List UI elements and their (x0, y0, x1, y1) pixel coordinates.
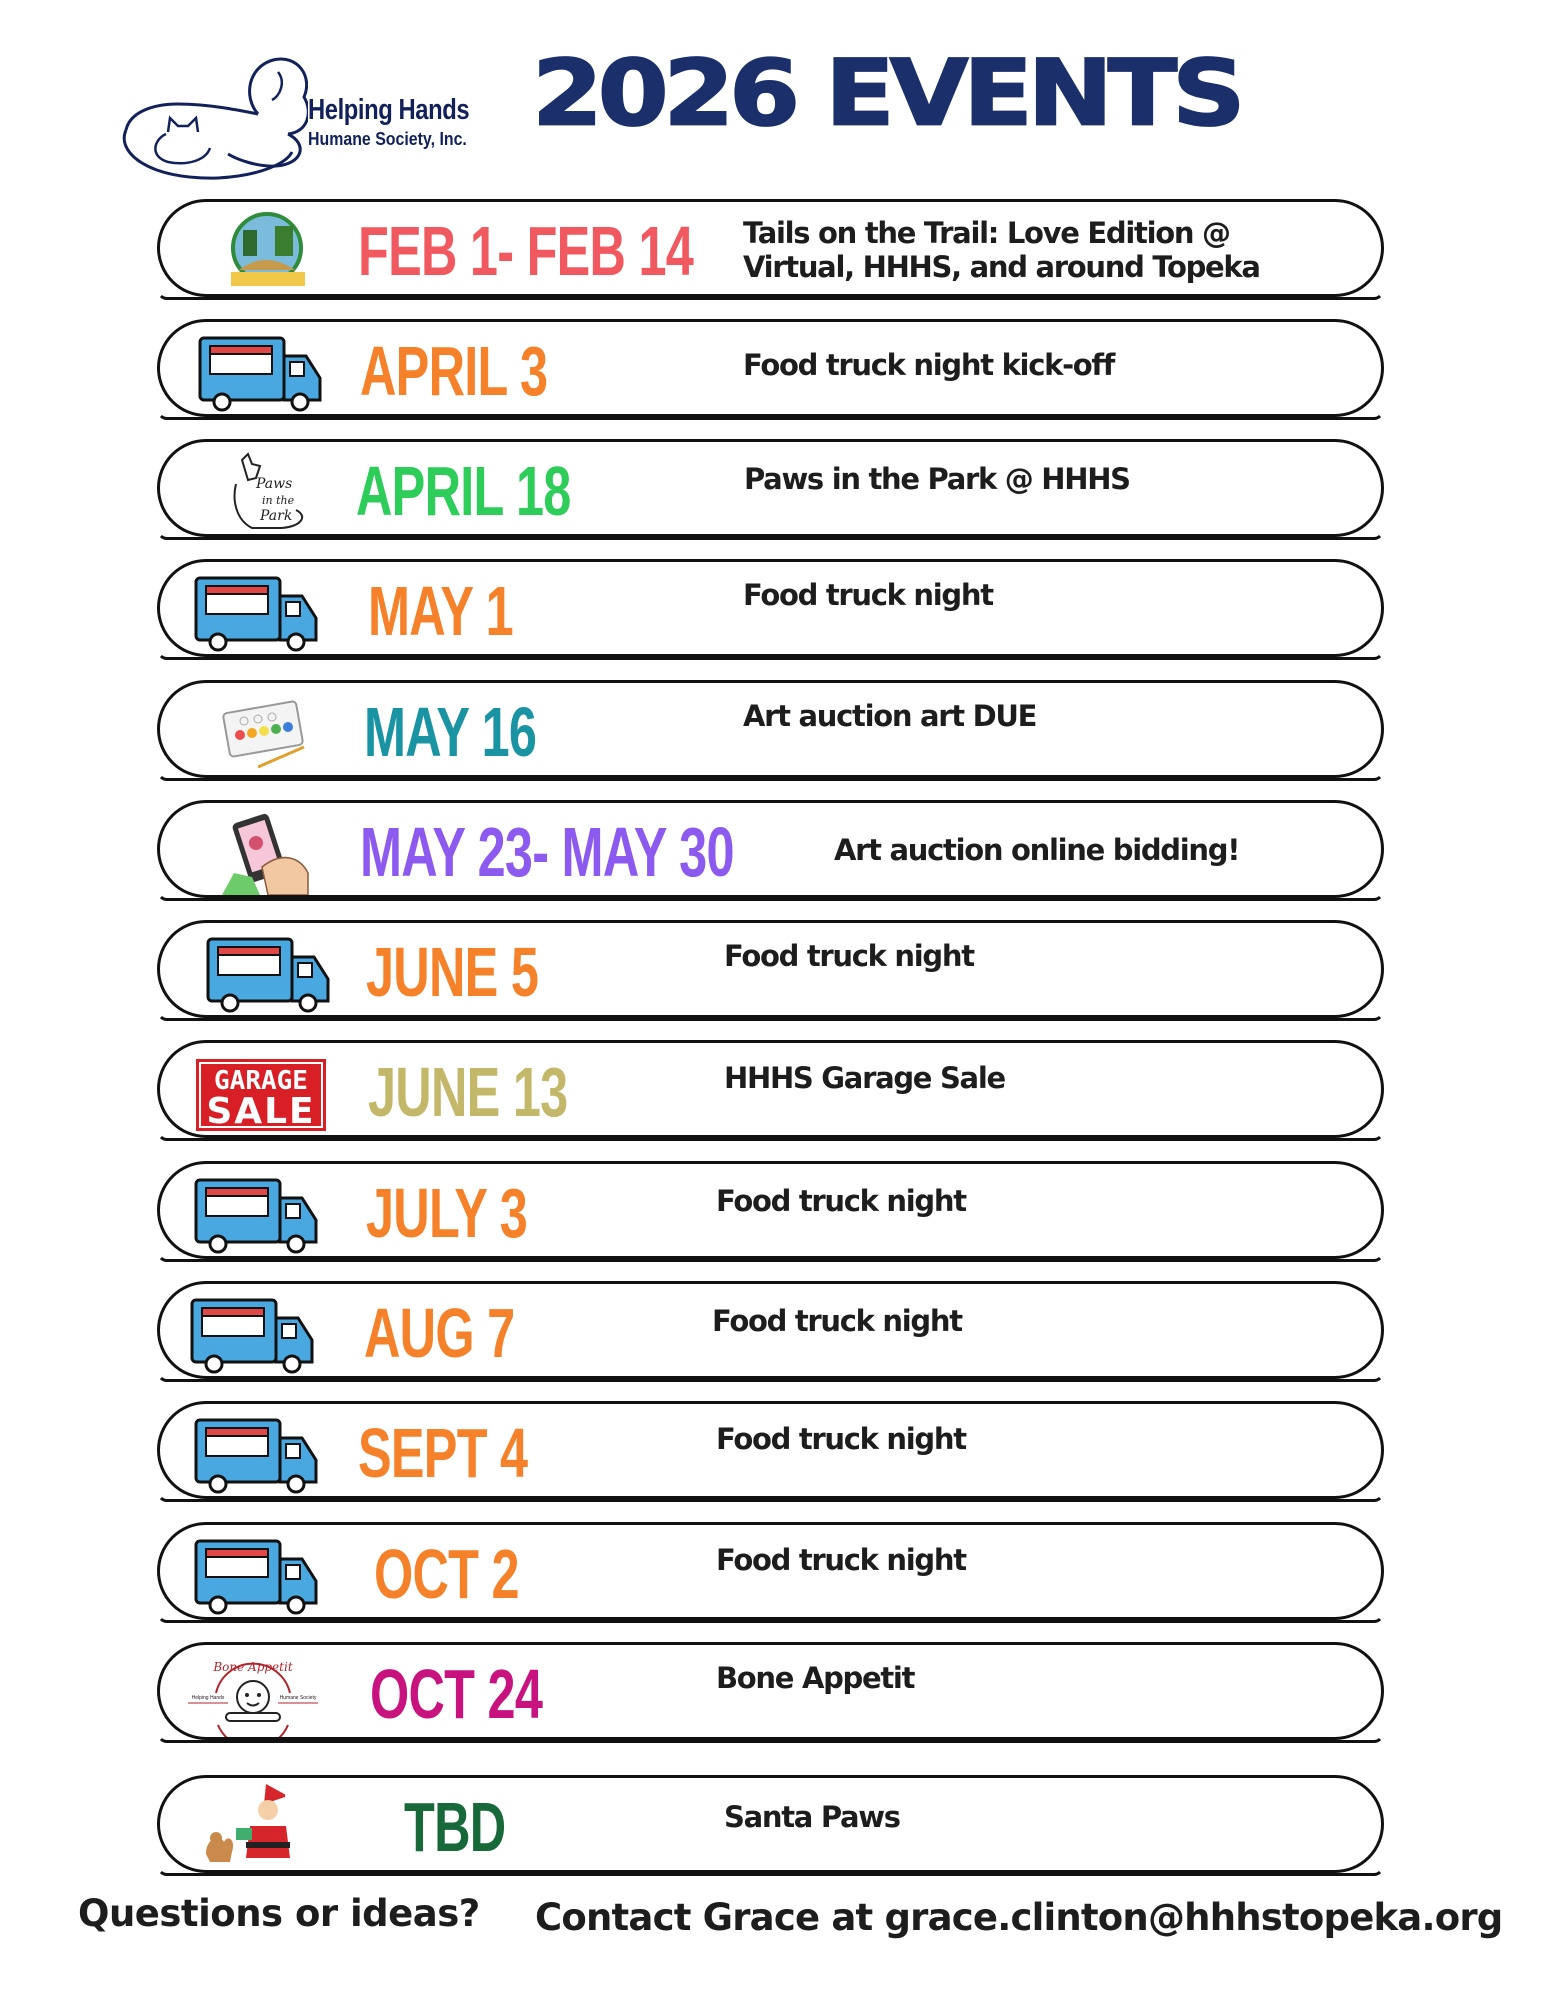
event-row (157, 1642, 1384, 1740)
event-description: Art auction art DUE (743, 699, 1037, 733)
event-description-line2: Virtual, HHHS, and around Topeka (743, 250, 1260, 284)
svg-text:in the: in the (262, 494, 295, 507)
event-row (157, 1522, 1384, 1620)
bone-appetit-emblem-title: Bone Appetit (213, 1660, 293, 1674)
dog-and-cat-outline-logo-icon (108, 52, 308, 182)
bone-appetit-emblem-icon (188, 1653, 318, 1737)
event-row (157, 559, 1384, 657)
event-date: JULY 3 (366, 1174, 528, 1252)
footer-question: Questions or ideas? (78, 1892, 480, 1935)
event-date: MAY 1 (368, 572, 513, 650)
food-truck-icon (192, 570, 322, 654)
event-date: APRIL 18 (356, 452, 571, 530)
paws-in-the-park-sketch-icon (212, 450, 342, 534)
event-description: Food truck night (743, 578, 993, 612)
event-date: JUNE 5 (366, 933, 539, 1011)
bone-appetit-emblem-right: Humane Society (279, 1695, 317, 1701)
event-description: Bone Appetit (716, 1661, 915, 1695)
event-description: Food truck night (716, 1184, 966, 1218)
event-description: Art auction online bidding! (834, 833, 1240, 867)
event-description: Food truck night (716, 1422, 966, 1456)
org-name: Helping Hands (308, 94, 470, 126)
event-row (157, 439, 1384, 537)
event-description: Food truck night (724, 939, 974, 973)
food-truck-icon (188, 1292, 318, 1376)
phone-in-hand-icon (212, 811, 342, 895)
footer-contact: Contact Grace at grace.clinton@hhhstopeka.org (535, 1896, 1503, 1939)
event-row (157, 680, 1384, 778)
food-truck-icon (192, 1533, 322, 1617)
santa-with-dog-icon (196, 1782, 326, 1866)
event-row (157, 920, 1384, 1018)
food-truck-icon (196, 330, 326, 414)
bone-appetit-emblem-left: Helping Hands (191, 1695, 225, 1701)
garage-sale-sign-icon (196, 1049, 326, 1133)
event-date: MAY 16 (364, 693, 537, 771)
event-date: TBD (404, 1788, 506, 1866)
event-description: Food truck night (716, 1543, 966, 1577)
event-date: SEPT 4 (358, 1414, 528, 1492)
event-row (157, 1281, 1384, 1379)
event-row (157, 1775, 1384, 1873)
event-date: FEB 1- FEB 14 (358, 212, 694, 290)
event-row (157, 800, 1384, 898)
event-date: OCT 24 (370, 1655, 543, 1733)
page-title: 2026 EVENTS (532, 40, 1241, 147)
food-truck-icon (192, 1412, 322, 1496)
event-description: Food truck night kick-off (743, 348, 1115, 382)
org-subtitle: Humane Society, Inc. (308, 128, 467, 149)
event-row (157, 1401, 1384, 1499)
event-row (157, 319, 1384, 417)
event-description: Santa Paws (724, 1800, 900, 1834)
svg-text:Park: Park (260, 508, 293, 524)
garage-sale-sign-top: GARAGE (214, 1066, 308, 1096)
event-date: JUNE 13 (368, 1053, 568, 1131)
tails-on-the-trail-badge-icon (225, 210, 355, 294)
watercolor-palette-icon (218, 691, 348, 775)
event-date: APRIL 3 (360, 332, 548, 410)
event-date: OCT 2 (374, 1535, 519, 1613)
event-description: Food truck night (712, 1304, 962, 1338)
event-date: AUG 7 (364, 1294, 515, 1372)
event-description-line1: Tails on the Trail: Love Edition @ (743, 216, 1230, 250)
svg-text:Paws: Paws (256, 476, 293, 492)
garage-sale-sign-bottom: SALE (206, 1091, 316, 1132)
event-row (157, 1161, 1384, 1259)
event-row (157, 199, 1384, 297)
food-truck-icon (204, 931, 334, 1015)
event-row (157, 1040, 1384, 1138)
event-description: Paws in the Park @ HHHS (744, 462, 1130, 496)
org-logo (108, 52, 508, 192)
event-date: MAY 23- MAY 30 (360, 813, 734, 891)
food-truck-icon (192, 1172, 322, 1256)
event-description: HHHS Garage Sale (724, 1061, 1005, 1095)
